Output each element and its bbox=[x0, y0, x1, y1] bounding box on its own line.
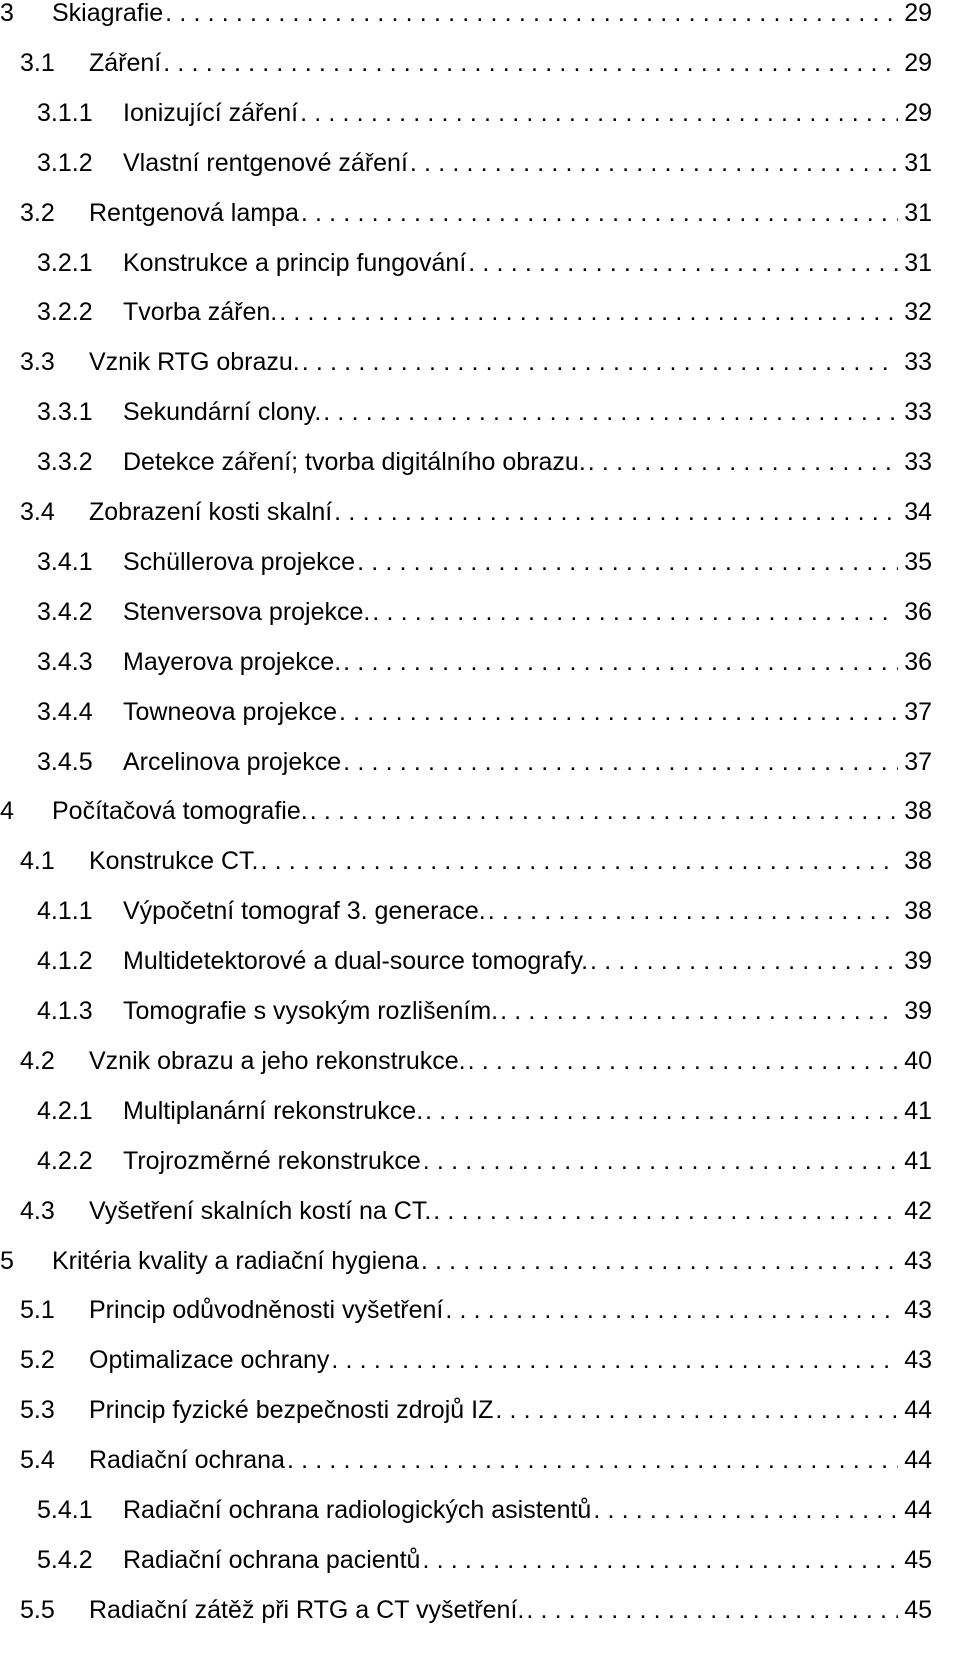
toc-entry-page-number: 38 bbox=[904, 897, 932, 926]
toc-entry-number: 3.2 bbox=[20, 198, 55, 227]
toc-entry-page-number: 43 bbox=[904, 1296, 932, 1325]
toc-entry-title: Radiační zátěž při RTG a CT vyšetření. bbox=[89, 1595, 525, 1624]
toc-entry-page-number: 38 bbox=[904, 847, 932, 876]
toc-entry-page-number: 31 bbox=[904, 248, 932, 277]
dot-leader bbox=[586, 442, 898, 482]
toc-entry-number: 3.4 bbox=[20, 498, 55, 526]
dot-leader bbox=[498, 991, 898, 1031]
toc-entry-page-number: 33 bbox=[904, 448, 932, 477]
toc-entry-title: Princip odůvodněnosti vyšetření bbox=[89, 1296, 444, 1325]
toc-entry-number: 3.4.5 bbox=[37, 747, 93, 776]
dot-leader bbox=[423, 1091, 898, 1131]
toc-entry[interactable] bbox=[0, 592, 932, 632]
toc-entry-page-number: 40 bbox=[904, 1046, 932, 1075]
dot-leader bbox=[341, 742, 898, 782]
toc-entry[interactable] bbox=[0, 492, 932, 532]
toc-entry-title: Radiační ochrana radiologických asistentů bbox=[123, 1496, 592, 1524]
toc-entry-number: 3 bbox=[0, 0, 14, 27]
toc-entry-page-number: 39 bbox=[904, 997, 932, 1025]
toc-entry-number: 5.4 bbox=[20, 1446, 55, 1475]
toc-entry[interactable] bbox=[0, 742, 932, 782]
dot-leader bbox=[259, 841, 899, 881]
toc-entry-title: Optimalizace ochrany bbox=[89, 1346, 330, 1375]
toc-entry-title: Multidetektorové a dual-source tomografy. bbox=[123, 947, 589, 976]
toc-entry-number: 3.3.1 bbox=[37, 398, 93, 427]
toc-entry-page-number: 29 bbox=[904, 48, 932, 77]
toc-entry-number: 3.4.3 bbox=[37, 647, 93, 676]
toc-entry[interactable] bbox=[0, 642, 932, 682]
toc-entry[interactable] bbox=[0, 43, 932, 83]
toc-entry[interactable] bbox=[0, 392, 932, 432]
toc-entry[interactable] bbox=[0, 0, 932, 33]
toc-entry-page-number: 29 bbox=[904, 98, 932, 127]
dot-leader bbox=[299, 193, 898, 233]
dot-leader bbox=[421, 1141, 898, 1181]
toc-entry-number: 3.1.2 bbox=[37, 148, 93, 177]
toc-entry[interactable] bbox=[0, 941, 932, 981]
toc-entry-page-number: 31 bbox=[904, 148, 932, 177]
toc-entry[interactable] bbox=[0, 1141, 932, 1181]
dot-leader bbox=[308, 791, 898, 831]
toc-entry-number: 5.4.2 bbox=[37, 1545, 93, 1574]
toc-entry-title: Detekce záření; tvorba digitálního obrazu. bbox=[123, 448, 586, 477]
toc-entry-number: 3.2.2 bbox=[37, 298, 93, 327]
toc-entry-page-number: 33 bbox=[904, 398, 932, 427]
toc-entry[interactable] bbox=[0, 442, 932, 482]
toc-entry-page-number: 45 bbox=[904, 1595, 932, 1624]
toc-entry-page-number: 34 bbox=[904, 498, 932, 526]
dot-leader bbox=[163, 0, 898, 33]
toc-entry-title: Zobrazení kosti skalní bbox=[89, 498, 333, 526]
toc-entry-number: 5.3 bbox=[20, 1396, 55, 1425]
toc-entry-number: 4.1 bbox=[20, 847, 55, 876]
toc-entry-page-number: 33 bbox=[904, 348, 932, 377]
toc-entry-title: Mayerova projekce. bbox=[123, 647, 342, 676]
dot-leader bbox=[332, 492, 898, 532]
toc-entry-title: Skiagrafie bbox=[52, 0, 164, 27]
toc-entry[interactable] bbox=[0, 143, 932, 183]
dot-leader bbox=[588, 941, 898, 981]
toc-entry-number: 3.3.2 bbox=[37, 448, 93, 477]
toc-entry-page-number: 43 bbox=[904, 1346, 932, 1375]
toc-entry-title: Výpočetní tomograf 3. generace. bbox=[123, 897, 486, 926]
toc-entry-page-number: 36 bbox=[904, 647, 932, 676]
toc-entry[interactable] bbox=[0, 841, 932, 881]
toc-entry-page-number: 38 bbox=[904, 797, 932, 826]
toc-entry-number: 3.1.1 bbox=[37, 98, 93, 127]
toc-entry[interactable] bbox=[0, 1191, 932, 1231]
toc-entry-page-number: 36 bbox=[904, 597, 932, 626]
toc-entry-title: Stenversova projekce. bbox=[123, 597, 371, 626]
dot-leader bbox=[419, 1241, 898, 1281]
toc-entry-title: Towneova projekce bbox=[123, 697, 338, 726]
toc-entry-page-number: 41 bbox=[904, 1146, 932, 1175]
toc-entry[interactable] bbox=[0, 891, 932, 931]
toc-entry[interactable] bbox=[0, 1390, 932, 1430]
toc-entry-number: 5.1 bbox=[20, 1296, 55, 1325]
toc-entry-number: 5.5 bbox=[20, 1595, 55, 1624]
toc-entry-page-number: 39 bbox=[904, 947, 932, 976]
toc-entry[interactable] bbox=[0, 1440, 932, 1480]
toc-entry[interactable] bbox=[0, 1041, 932, 1081]
toc-entry-number: 3.2.1 bbox=[37, 248, 93, 277]
toc-entry[interactable] bbox=[0, 1241, 932, 1281]
toc-entry-page-number: 44 bbox=[904, 1396, 932, 1425]
toc-entry-title: Sekundární clony. bbox=[123, 398, 322, 427]
toc-entry-page-number: 32 bbox=[904, 298, 932, 327]
toc-entry-number: 4.1.3 bbox=[37, 997, 93, 1025]
toc-entry-page-number: 37 bbox=[904, 747, 932, 776]
dot-leader bbox=[321, 392, 898, 432]
dot-leader bbox=[285, 1440, 898, 1480]
toc-entry-title: Záření bbox=[89, 48, 162, 77]
toc-entry[interactable] bbox=[0, 1540, 932, 1580]
dot-leader bbox=[486, 891, 898, 931]
dot-leader bbox=[300, 342, 898, 382]
toc-entry-number: 4.2.1 bbox=[37, 1096, 93, 1125]
toc-entry-number: 3.4.2 bbox=[37, 597, 93, 626]
toc-entry-page-number: 41 bbox=[904, 1096, 932, 1125]
toc-entry-number: 4.3 bbox=[20, 1196, 55, 1225]
toc-entry[interactable] bbox=[0, 542, 932, 582]
toc-entry-number: 3.1 bbox=[20, 48, 55, 77]
toc-entry-title: Vlastní rentgenové záření bbox=[123, 148, 408, 177]
toc-entry-page-number: 44 bbox=[904, 1496, 932, 1524]
toc-entry-page-number: 31 bbox=[904, 198, 932, 227]
dot-leader bbox=[341, 642, 898, 682]
toc-entry[interactable] bbox=[0, 692, 932, 732]
dot-leader bbox=[408, 143, 898, 183]
toc-entry[interactable] bbox=[0, 1490, 932, 1530]
toc-entry-title: Vznik obrazu a jeho rekonstrukce. bbox=[89, 1046, 466, 1075]
dot-leader bbox=[493, 1390, 898, 1430]
dot-leader bbox=[524, 1590, 898, 1630]
dot-leader bbox=[431, 1191, 898, 1231]
dot-leader bbox=[370, 592, 898, 632]
toc-entry-title: Vznik RTG obrazu. bbox=[89, 348, 300, 377]
toc-entry[interactable] bbox=[0, 93, 932, 133]
toc-entry-title: Počítačová tomografie. bbox=[52, 797, 308, 826]
toc-entry-page-number: 37 bbox=[904, 697, 932, 726]
toc-entry[interactable] bbox=[0, 1590, 932, 1630]
toc-entry-title: Radiační ochrana pacientů bbox=[123, 1545, 421, 1574]
toc-entry-page-number: 44 bbox=[904, 1446, 932, 1475]
toc-entry-page-number: 43 bbox=[904, 1246, 932, 1275]
toc-entry-title: Kritéria kvality a radiační hygiena bbox=[52, 1246, 419, 1275]
toc-entry[interactable] bbox=[0, 1340, 932, 1380]
dot-leader bbox=[355, 542, 898, 582]
toc-entry-title: Schüllerova projekce bbox=[123, 547, 356, 576]
toc-entry[interactable] bbox=[0, 1290, 932, 1330]
toc-entry-title: Ionizující záření bbox=[123, 98, 299, 127]
toc-entry-title: Radiační ochrana bbox=[89, 1446, 285, 1475]
toc-entry[interactable] bbox=[0, 1091, 932, 1131]
toc-entry-number: 4.2.2 bbox=[37, 1146, 93, 1175]
dot-leader bbox=[466, 1041, 899, 1081]
toc-entry-title: Princip fyzické bezpečnosti zdrojů IZ bbox=[89, 1396, 494, 1425]
toc-entry-number: 3.3 bbox=[20, 348, 55, 377]
dot-leader bbox=[329, 1340, 898, 1380]
toc-entry-title: Tvorba zářen. bbox=[123, 298, 278, 327]
toc-entry-title: Rentgenová lampa bbox=[89, 198, 299, 227]
toc-entry-number: 4.1.1 bbox=[37, 897, 93, 926]
toc-entry-number: 4 bbox=[0, 797, 14, 826]
toc-entry-page-number: 29 bbox=[904, 0, 932, 27]
dot-leader bbox=[466, 243, 898, 283]
toc-entry-page-number: 45 bbox=[904, 1545, 932, 1574]
toc-entry-title: Tomografie s vysokým rozlišením. bbox=[123, 997, 499, 1025]
toc-entry-number: 3.4.4 bbox=[37, 697, 93, 726]
dot-leader bbox=[298, 93, 898, 133]
dot-leader bbox=[420, 1540, 898, 1580]
toc-entry-number: 5.4.1 bbox=[37, 1496, 93, 1524]
toc-entry-title: Konstrukce a princip fungování bbox=[123, 248, 467, 277]
toc-entry-title: Arcelinova projekce bbox=[123, 747, 342, 776]
toc-entry-title: Konstrukce CT. bbox=[89, 847, 259, 876]
toc-entry-title: Trojrozměrné rekonstrukce bbox=[123, 1146, 421, 1175]
dot-leader bbox=[337, 692, 898, 732]
toc-entry-number: 4.2 bbox=[20, 1046, 55, 1075]
toc-entry[interactable] bbox=[0, 243, 932, 283]
toc-entry-number: 4.1.2 bbox=[37, 947, 93, 976]
toc-entry-title: Multiplanární rekonstrukce. bbox=[123, 1096, 424, 1125]
toc-entry-number: 5 bbox=[0, 1246, 14, 1275]
dot-leader bbox=[591, 1490, 898, 1530]
toc-entry-title: Vyšetření skalních kostí na CT. bbox=[89, 1196, 432, 1225]
toc-entry-number: 3.4.1 bbox=[37, 547, 93, 576]
toc-entry-page-number: 42 bbox=[904, 1196, 932, 1225]
dot-leader bbox=[161, 43, 898, 83]
toc-entry[interactable] bbox=[0, 991, 932, 1031]
toc-entry[interactable] bbox=[0, 342, 932, 382]
dot-leader bbox=[277, 292, 898, 332]
toc-entry[interactable] bbox=[0, 791, 932, 831]
toc-entry-number: 5.2 bbox=[20, 1346, 55, 1375]
toc-entry-page-number: 35 bbox=[904, 547, 932, 576]
dot-leader bbox=[443, 1290, 898, 1330]
toc-entry[interactable] bbox=[0, 193, 932, 233]
toc-entry[interactable] bbox=[0, 292, 932, 332]
